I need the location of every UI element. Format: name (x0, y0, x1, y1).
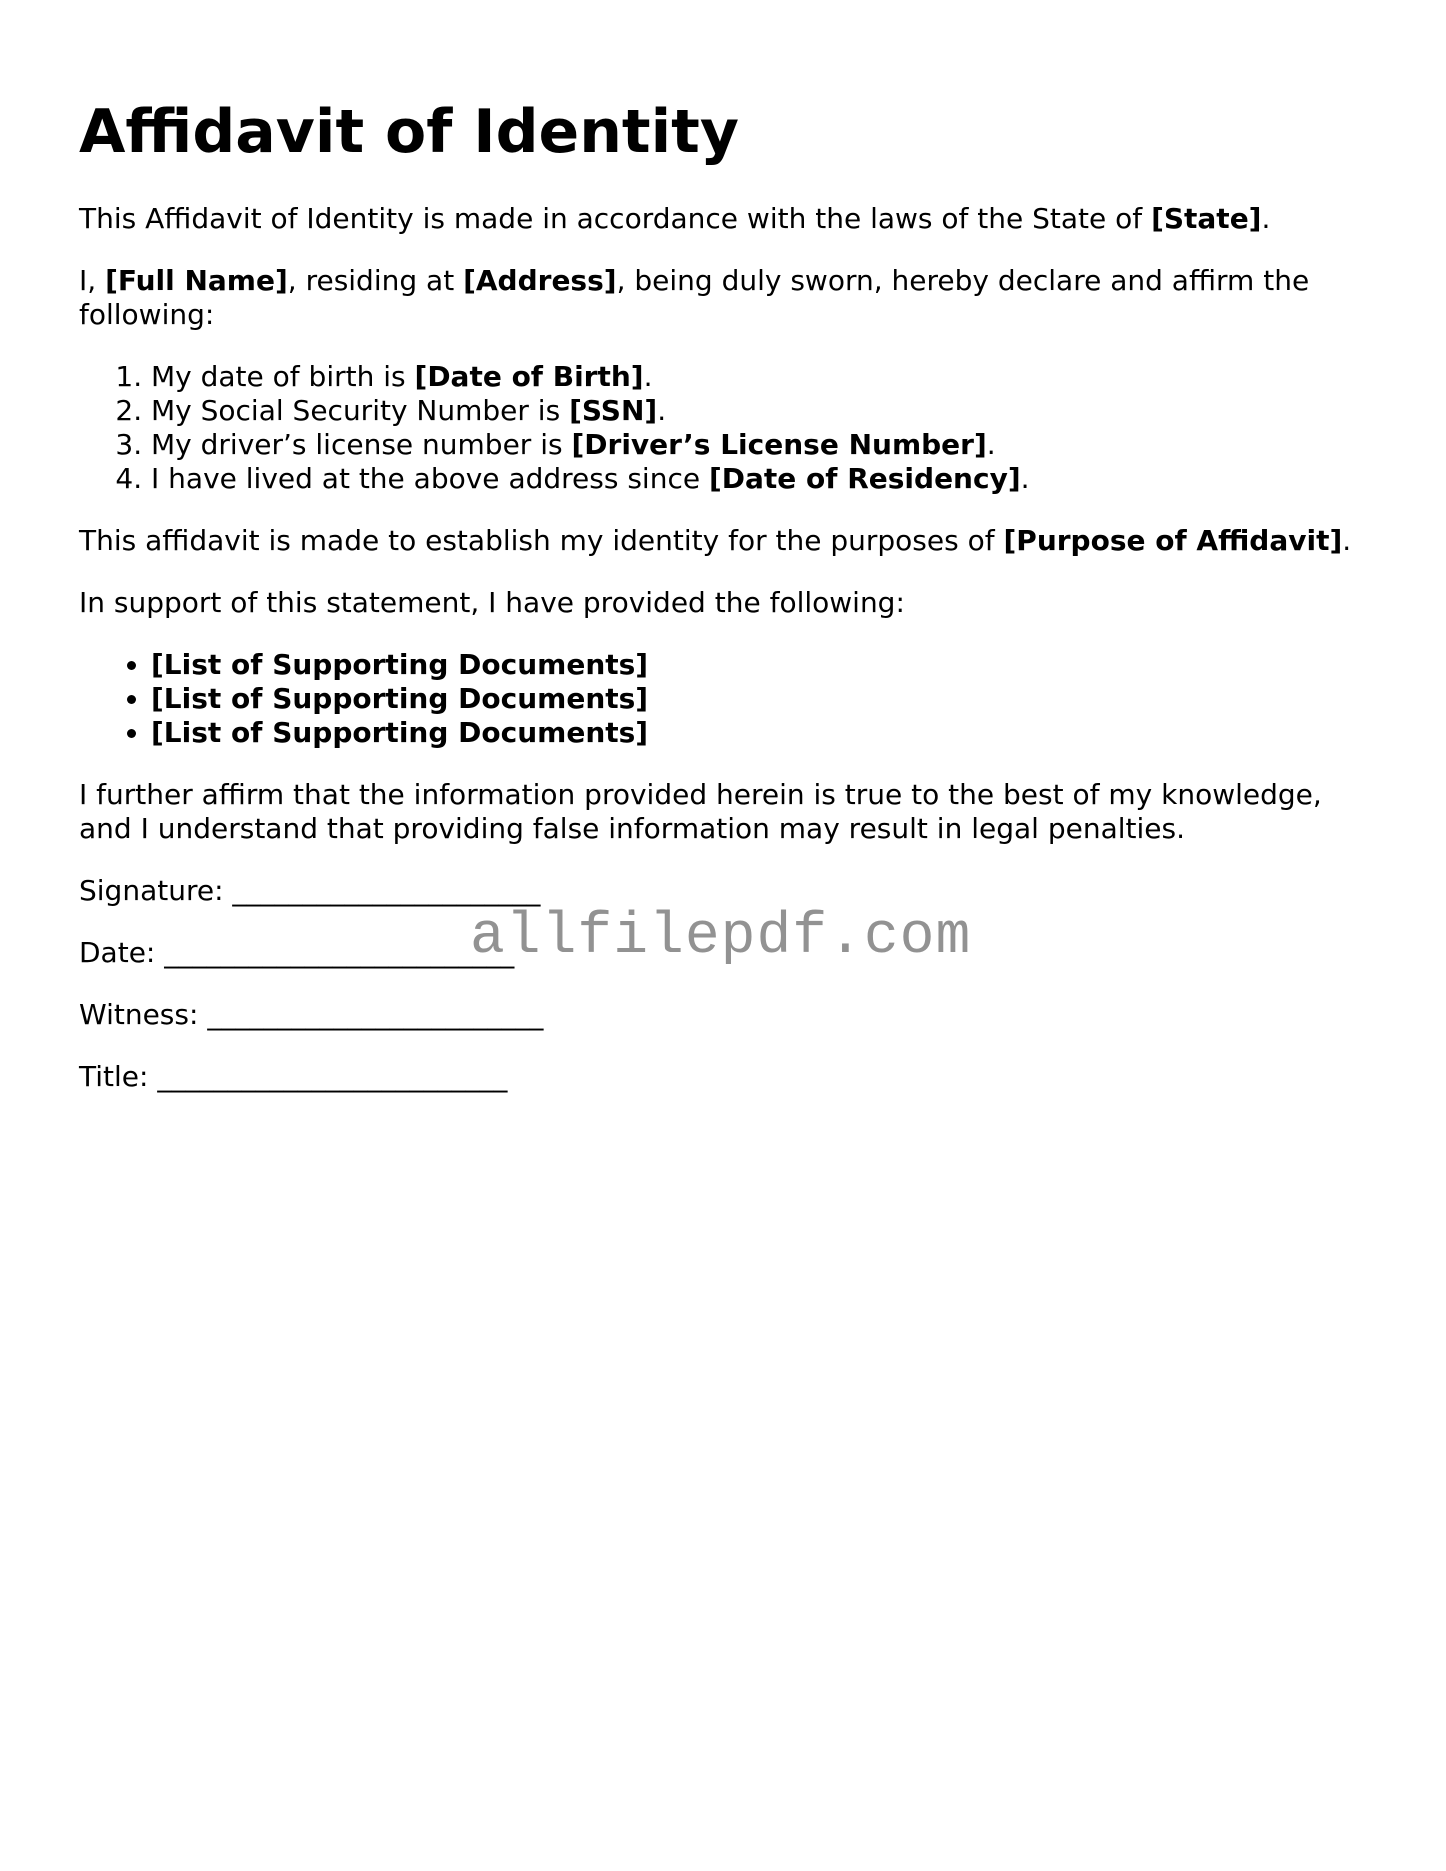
supporting-document-item (151, 716, 1379, 750)
full-name-placeholder: [Full Name] (105, 264, 288, 297)
fact-text: My driver’s license number is (151, 428, 572, 461)
fact-item (151, 394, 1379, 428)
supporting-document-item (151, 648, 1379, 682)
title-label: Title: (79, 1060, 158, 1093)
fact-suffix: . (643, 360, 653, 393)
fact-item (151, 462, 1379, 496)
facts-list (79, 360, 1379, 496)
signature-blank: ______________________ (232, 874, 541, 907)
fact-suffix: . (657, 394, 667, 427)
supporting-document-placeholder: [List of Supporting Documents] (151, 648, 649, 681)
fact-suffix: . (986, 428, 996, 461)
witness-blank: ________________________ (207, 998, 544, 1031)
declaration-paragraph (79, 264, 1379, 332)
intro-prefix: This Affidavit of Identity is made in accordance with the laws of the State of (79, 202, 1152, 235)
state-placeholder: [State] (1151, 202, 1262, 235)
purpose-text: This affidavit is made to establish my identity for the purposes of (79, 524, 1004, 557)
declaration-text-1: I, (79, 264, 106, 297)
fact-text: I have lived at the above address since (151, 462, 709, 495)
witness-line (79, 998, 1379, 1032)
witness-label: Witness: (79, 998, 208, 1031)
intro-suffix: . (1261, 202, 1271, 235)
intro-paragraph (79, 202, 1379, 236)
signature-line (79, 874, 1379, 908)
signature-label: Signature: (79, 874, 233, 907)
fact-item (151, 360, 1379, 394)
address-placeholder: [Address] (463, 264, 617, 297)
supporting-document-placeholder: [List of Supporting Documents] (151, 682, 649, 715)
date-label: Date: (79, 936, 165, 969)
fact-text: My Social Security Number is (151, 394, 570, 427)
fact-text: My date of birth is (151, 360, 415, 393)
affirmation-paragraph: I further affirm that the information provided herein is true to the best of my knowledge, and I understand that providing false information may result in legal penalties. (79, 778, 1322, 845)
date-of-residency-placeholder: [Date of Residency] (708, 462, 1021, 495)
title-line (79, 1060, 1379, 1094)
purpose-paragraph (79, 524, 1379, 558)
title-blank: _________________________ (157, 1060, 508, 1093)
supporting-documents-list (79, 648, 1379, 750)
supporting-document-placeholder: [List of Supporting Documents] (151, 716, 649, 749)
purpose-suffix: . (1342, 524, 1352, 557)
date-of-birth-placeholder: [Date of Birth] (414, 360, 644, 393)
fact-suffix: . (1020, 462, 1030, 495)
declaration-text-3: , being duly sworn, hereby declare and affirm the following: (79, 264, 1310, 331)
support-intro: In support of this statement, I have provided the following: (79, 586, 905, 619)
supporting-document-item (151, 682, 1379, 716)
document-title: Affidavit of Identity (79, 97, 739, 167)
drivers-license-placeholder: [Driver’s License Number] (571, 428, 987, 461)
watermark: allfilepdf.com (470, 905, 972, 970)
ssn-placeholder: [SSN] (569, 394, 658, 427)
date-blank: _________________________ (164, 936, 515, 969)
declaration-text-2: , residing at (287, 264, 464, 297)
purpose-placeholder: [Purpose of Affidavit] (1003, 524, 1343, 557)
fact-item (151, 428, 1379, 462)
